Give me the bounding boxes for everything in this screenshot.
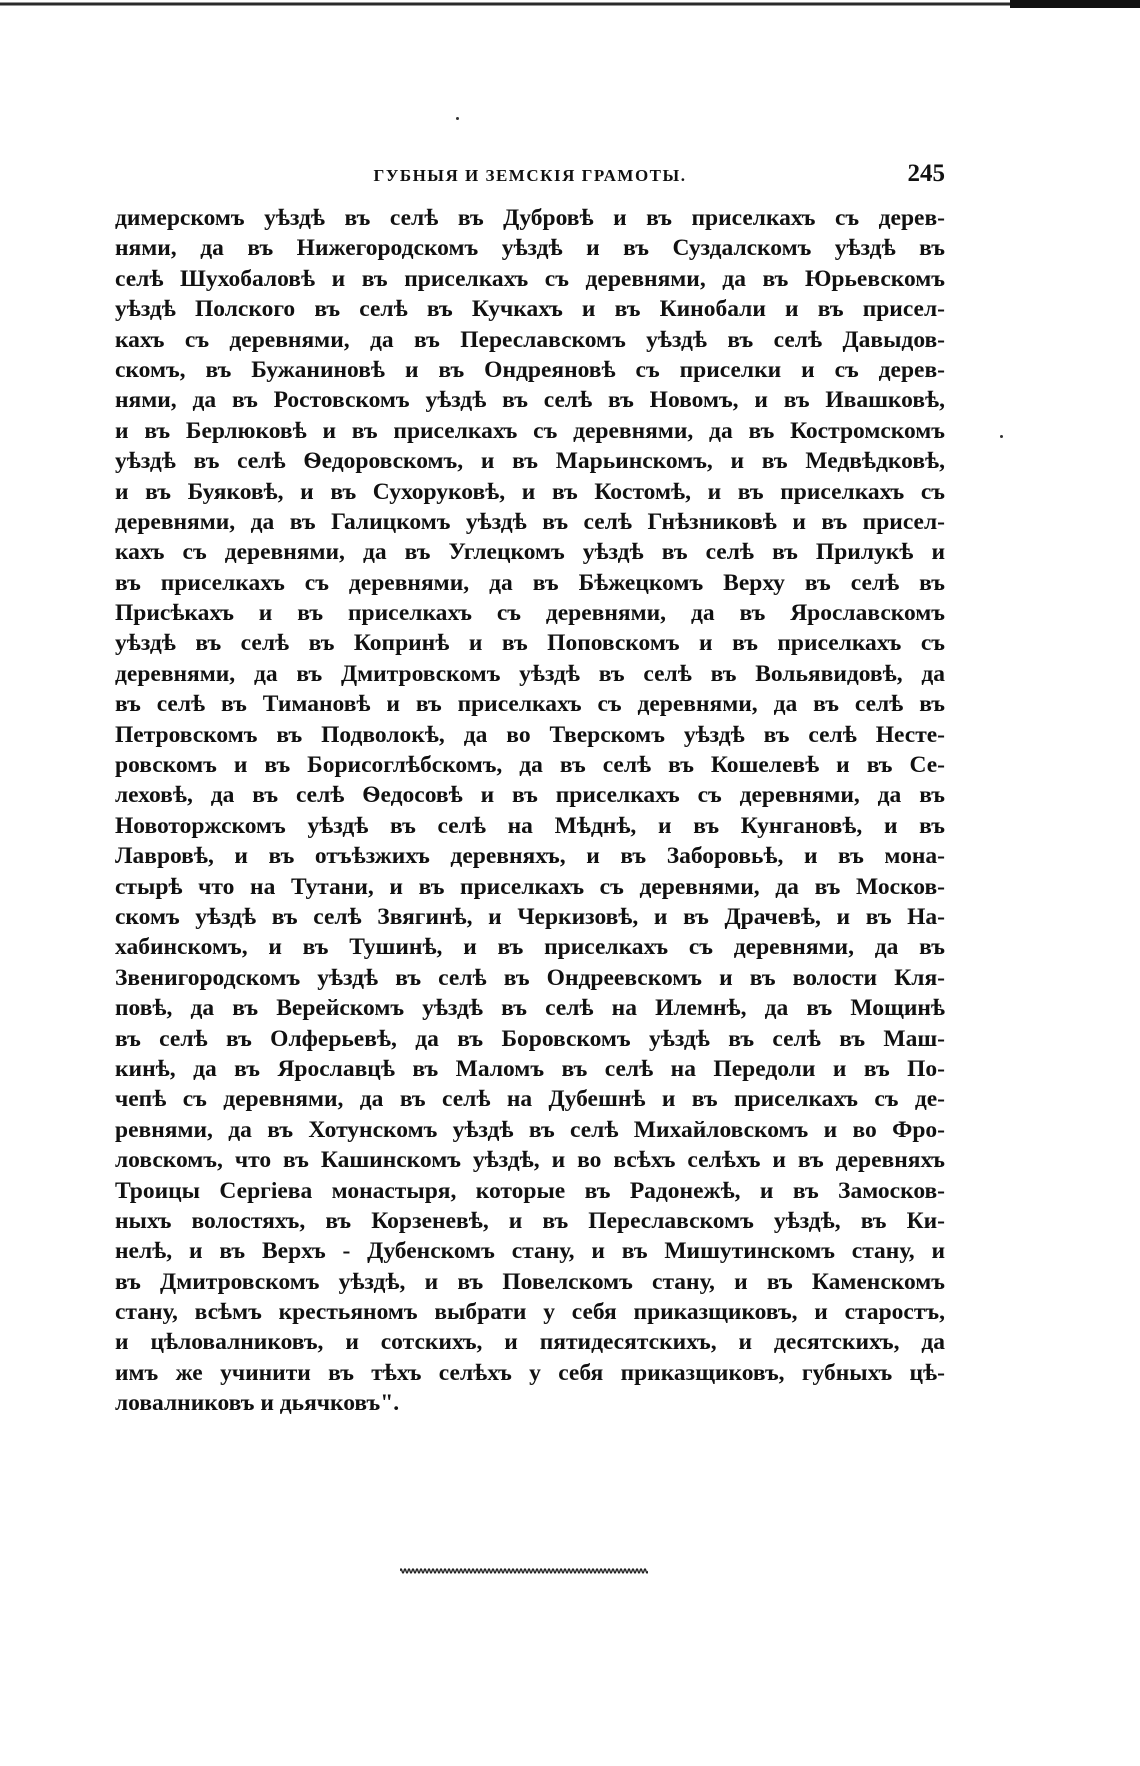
page-number: 245 [907,160,945,187]
text-line: Петровскомъ въ Подволокѣ, да во Тверскомъ уѣздѣ въ селѣ Нестe- [115,721,945,748]
text-line: и въ Буяковѣ, и въ Сухоруковѣ, и въ Костомѣ, и въ приселкахъ съ [115,478,945,505]
text-line: уѣздѣ Полского въ селѣ въ Кучкахъ и въ Кинобали и въ присел- [115,296,945,323]
text-line: деревнями, да въ Дмитровскомъ уѣздѣ въ селѣ въ Вольявидовѣ, да [115,660,945,687]
wavy-ornament-divider [400,1565,648,1577]
text-line: и цѣловалниковъ, и сотскихъ, и пятидесятскихъ, и десятскихъ, да [115,1329,945,1356]
text-line: кахъ съ деревнями, да въ Углецкомъ уѣздѣ въ селѣ въ Прилукѣ и [115,539,945,566]
text-line: леховѣ, да въ селѣ Ѳедосовѣ и въ приселкахъ съ деревнями, да въ [115,782,945,809]
text-line: Лавровѣ, и въ отъѣзжихъ деревняхъ, и въ Заборовьѣ, и въ мона- [115,843,945,870]
text-line: чепѣ съ деревнями, да въ селѣ на Дубешнѣ и въ приселкахъ съ де- [115,1086,945,1113]
text-line: повѣ, да въ Верейскомъ уѣздѣ въ селѣ на Илемнѣ, да въ Мощинѣ [115,995,945,1022]
text-line: Новоторжскомъ уѣздѣ въ селѣ на Мѣднѣ, и въ Кунгановѣ, и въ [115,812,945,839]
text-line: въ Дмитровскомъ уѣздѣ, и въ Повелскомъ стану, и въ Каменскомъ [115,1268,945,1295]
text-line: въ селѣ въ Олферьевѣ, да въ Боровскомъ уѣздѣ въ селѣ въ Маш- [115,1025,945,1052]
text-line: ловалниковъ и дьячковъ". [115,1390,400,1417]
scan-top-edge-shadow [1010,0,1140,8]
text-line: селѣ Шухобаловѣ и въ приселкахъ съ деревнями, да въ Юрьевскомъ [115,265,945,292]
text-line: нями, да въ Нижегородскомъ уѣздѣ и въ Суздалскомъ уѣздѣ въ [115,235,945,262]
text-line: нями, да въ Ростовскомъ уѣздѣ въ селѣ въ Новомъ, и въ Ивашковѣ, [115,387,945,414]
scan-top-edge [0,0,1140,10]
text-line: Присѣкахъ и въ приселкахъ съ деревнями, да въ Ярославскомъ [115,600,945,627]
text-line: Троицы Сергіева монастыря, которые въ Радонежѣ, и въ Замосков- [115,1177,945,1204]
text-line: Звенигородскомъ уѣздѣ въ селѣ въ Ондреевскомъ и въ волости Кля- [115,964,945,991]
text-line: скомъ уѣздѣ въ селѣ Звягинѣ, и Черкизовѣ, и въ Драчевѣ, и въ На- [115,903,945,930]
text-line: уѣздѣ въ селѣ въ Копринѣ и въ Поповскомъ и въ приселкахъ съ [115,630,945,657]
text-line: хабинскомъ, и въ Тушинѣ, и въ приселкахъ съ деревнями, да въ [115,934,945,961]
body-text [115,203,945,1543]
text-line: нелѣ, и въ Верхъ - Дубенскомъ стану, и въ Мишутинскомъ стану, и [115,1238,945,1265]
text-line: ревнями, да въ Хотунскомъ уѣздѣ въ селѣ Михайловскомъ и во Фро- [115,1116,945,1143]
text-line: ловскомъ, что въ Кашинскомъ уѣздѣ, и во всѣхъ селѣхъ и въ деревняхъ [115,1147,945,1174]
text-line: ровскомъ и въ Борисоглѣбскомъ, да въ селѣ въ Кошелевѣ и въ Се- [115,752,945,779]
text-line: и въ Берлюковѣ и въ приселкахъ съ деревнями, да въ Костромскомъ [115,417,945,444]
text-line: въ селѣ въ Тимановѣ и въ приселкахъ съ деревнями, да въ селѣ въ [115,691,945,718]
running-head: ГУБНЫЯ И ЗЕМСКІЯ ГРАМОТЫ. [373,166,687,185]
text-line: уѣздѣ въ селѣ Ѳедоровскомъ, и въ Марьинскомъ, и въ Медвѣдковѣ, [115,448,945,475]
scan-speck [1000,435,1003,438]
text-line: кинѣ, да въ Ярославцѣ въ Маломъ въ селѣ на Передоли и въ По- [115,1055,945,1082]
text-line: стану, всѣмъ крестьяномъ выбрати у себя приказщиковъ, и старостъ, [115,1299,945,1326]
text-line: димерскомъ уѣздѣ въ селѣ въ Дубровѣ и въ приселкахъ съ дерев- [115,205,945,231]
page-header [115,160,945,200]
scan-speck [456,117,459,120]
text-line: скомъ, въ Бужаниновѣ и въ Ондреяновѣ съ приселки и съ дерев- [115,356,945,383]
text-line: въ приселкахъ съ деревнями, да въ Бѣжецкомъ Верху въ селѣ въ [115,569,945,596]
text-line: стырѣ что на Тутани, и въ приселкахъ съ деревнями, да въ Москов- [115,873,945,900]
text-line: деревнями, да въ Галицкомъ уѣздѣ въ селѣ Гнѣзниковѣ и въ присел- [115,508,945,535]
text-line: имъ же учинити въ тѣхъ селѣхъ у себя приказщиковъ, губныхъ цѣ- [115,1359,945,1386]
text-line: ныхъ волостяхъ, въ Корзеневѣ, и въ Переславскомъ уѣздѣ, въ Ки- [115,1207,945,1234]
text-line: кахъ съ деревнями, да въ Переславскомъ уѣздѣ въ селѣ Давыдов- [115,326,945,353]
